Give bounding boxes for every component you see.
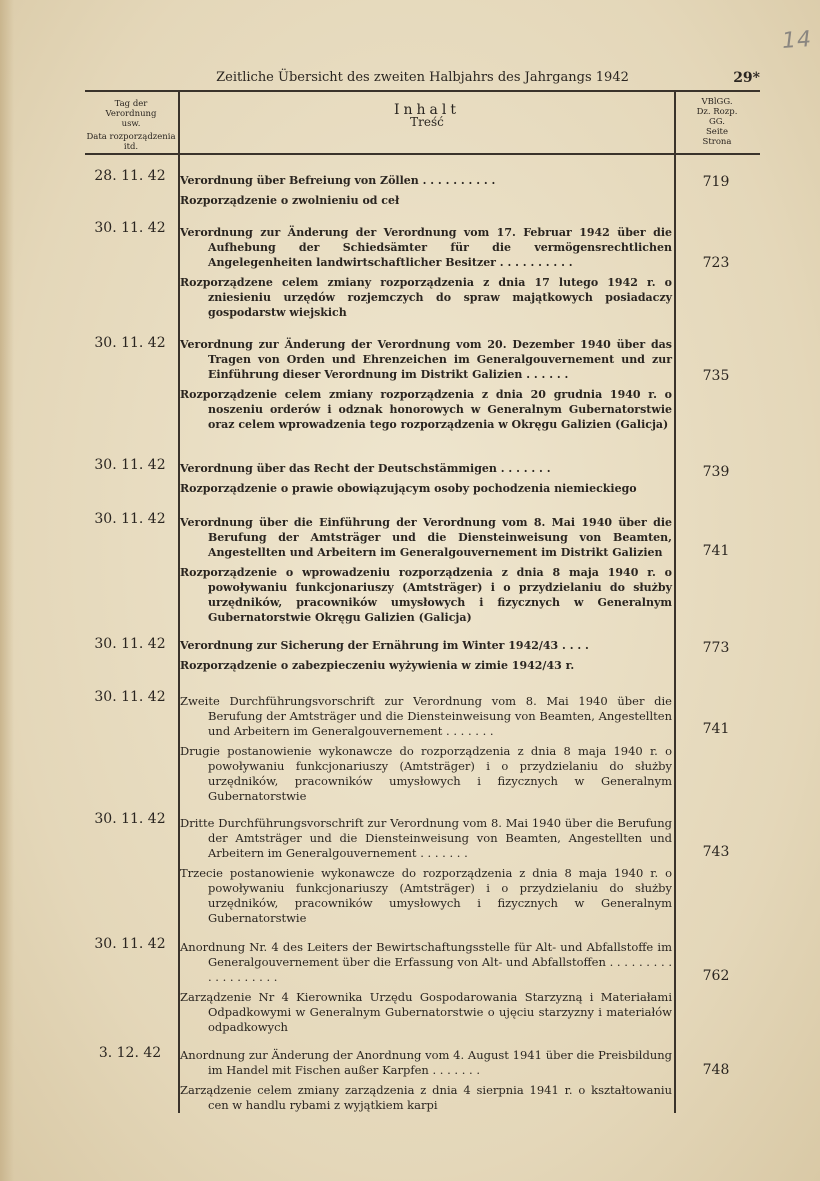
entry-title-pl: Trzecie postanowienie wykonawcze do rozporządzenia z dnia 8 maja 1940 r. o powoływaniu funkcjonariuszy (Amtsträger) i o przydzielaniu do służby urzędników, pracowników umysłowych i fizycznych w Generalnym Gubernatorstwie: [180, 866, 672, 925]
entry-title-pl: Rozporządzene celem zmiany rozporządzenia z dnia 17 lutego 1942 r. o zniesieniu urzędów rozjemczych do spraw majątkowych posiadaczy gospodarstw wiejskich: [180, 276, 672, 319]
header-bottom-rule: [85, 153, 760, 155]
content-column-heading: Inhalt Treść: [393, 102, 460, 129]
entry-text: [180, 638, 672, 678]
entry-title-de: Anordnung zur Änderung der Anordnung vom 4. August 1941 über die Preisbildung im Handel mit Fischen außer Karpfen . . . . . . .: [180, 1048, 672, 1077]
entry-text: [180, 337, 672, 437]
entry-text: [180, 694, 672, 809]
entry-date: 30. 11. 42: [94, 457, 166, 473]
paper-edge-shadow: [0, 0, 14, 1181]
entry-date: 3. 12. 42: [98, 1045, 162, 1061]
column-divider-right: [674, 91, 676, 1113]
entry-page: 735: [702, 368, 730, 384]
entry-title-pl: Rozporządzenie o wprowadzeniu rozporządzenia z dnia 8 maja 1940 r. o powoływaniu funkcjonariuszy (Amtsträger) i o przydzielaniu do służby urzędników, pracowników umysłowych i fizycznych w Generalnym Gubernatorstwie Okręgu Galizien (Galicja): [180, 566, 672, 624]
entry-date: 30. 11. 42: [94, 689, 166, 705]
entry-date: 28. 11. 42: [94, 168, 166, 184]
entry-title-pl: Rozporządzenie o zwolnieniu od ceł: [180, 194, 400, 207]
entry-title-de: Dritte Durchführungsvorschrift zur Verordnung vom 8. Mai 1940 über die Berufung der Amtsträger und die Diensteinweisung von Beamten, Angestellten und Arbeitern im Generalgouvernement . . . . . . .: [180, 816, 672, 860]
entry-page: 743: [702, 844, 730, 860]
page-column-heading: VBlGG. Dz. Rozp. GG. Seite Strona: [696, 97, 738, 147]
entry-page: 741: [702, 543, 730, 559]
entry-date: 30. 11. 42: [94, 335, 166, 351]
entry-date: 30. 11. 42: [94, 811, 166, 827]
entry-text: [180, 816, 672, 931]
running-header: [85, 70, 760, 90]
entry-text: [180, 173, 672, 213]
entry-text: [180, 515, 672, 630]
date-column-heading: Tag der Verordnung usw. Data rozporządzenia itd.: [86, 99, 176, 152]
entry-title-pl: Rozporządzenie o prawie obowiązującym osoby pochodzenia niemieckiego: [180, 482, 637, 495]
entry-title-de: Verordnung zur Sicherung der Ernährung im Winter 1942/43 . . . .: [180, 639, 589, 652]
entry-title-de: Verordnung über das Recht der Deutschstämmigen . . . . . . .: [180, 462, 551, 475]
entry-date: 30. 11. 42: [94, 511, 166, 527]
entry-title-pl: Zarządzenie Nr 4 Kierownika Urzędu Gospodarowania Starzyzną i Materiałami Odpadkowymi w Generalnym Gubernatorstwie o ujęciu starzyzny i materiałów odpadkowych: [180, 990, 672, 1034]
entry-title-de: Verordnung über Befreiung von Zöllen . . . . . . . . . .: [180, 174, 496, 187]
entry-text: [180, 225, 672, 325]
entry-page: 762: [702, 968, 730, 984]
entry-page: 739: [702, 464, 730, 480]
entry-text: [180, 940, 672, 1040]
entry-title-de: Zweite Durchführungsvorschrift zur Verordnung vom 8. Mai 1940 über die Berufung der Amtsträger und die Diensteinweisung von Beamten, Angestellten und Arbeitern im Generalgouvernement . . . . . . .: [180, 694, 672, 738]
entry-text: [180, 461, 672, 501]
entry-page: 723: [702, 255, 730, 271]
entry-page: 741: [702, 721, 730, 737]
entry-date: 30. 11. 42: [94, 220, 166, 236]
entry-title-de: Anordnung Nr. 4 des Leiters der Bewirtschaftungsstelle für Alt- und Abfallstoffe im Generalgouvernement über die Erfassung von Alt- und Abfallstoffen . . . . . . . . . . . . . . . . . . .: [180, 940, 672, 984]
entry-title-de: Verordnung zur Änderung der Verordnung vom 17. Februar 1942 über die Aufhebung der Schiedsämter für die vermögensrechtlichen Angelegenheiten landwirtschaftlicher Besitzer . . . . . . . . . .: [180, 226, 672, 269]
entry-title-pl: Drugie postanowienie wykonawcze do rozporządzenia z dnia 8 maja 1940 r. o powoływaniu funkcjonariuszy (Amtsträger) i o przydzielaniu do służby urzędników, pracowników umysłowych i fizycznych w Generalnym Gubernatorstwie: [180, 744, 672, 803]
entry-page: 719: [702, 174, 730, 190]
pencil-folio-note: 14: [781, 26, 813, 55]
running-title: Zeitliche Übersicht des zweiten Halbjahrs des Jahrgangs 1942: [216, 70, 629, 85]
entry-text: [180, 1048, 672, 1118]
entry-title-pl: Zarządzenie celem zmiany zarządzenia z dnia 4 sierpnia 1941 r. o kształtowaniu cen w handlu rybami z wyjątkiem karpi: [180, 1083, 672, 1112]
entry-date: 30. 11. 42: [94, 636, 166, 652]
entry-page: 773: [702, 640, 730, 656]
entry-title-pl: Rozporządzenie celem zmiany rozporządzenia z dnia 20 grudnia 1940 r. o noszeniu orderów i odznak honorowych w Generalnym Gubernatorstwie oraz celem wprowadzenia tego rozporządzenia w Okręgu Galizien (Galicja): [180, 388, 672, 431]
entry-title-de: Verordnung zur Änderung der Verordnung vom 20. Dezember 1940 über das Tragen von Orden und Ehrenzeichen im Generalgouvernement und zur Einführung dieser Verordnung im Distrikt Galizien . . . . . .: [180, 338, 672, 381]
header-top-rule: [85, 90, 760, 92]
entry-title-de: Verordnung über die Einführung der Verordnung vom 8. Mai 1940 über die Berufung der Amtsträger und die Diensteinweisung von Beamten, Angestellten und Arbeitern im Generalgouvernement im Distrikt Galizien: [180, 516, 672, 559]
entry-title-pl: Rozporządzenie o zabezpieczeniu wyżywienia w zimie 1942/43 r.: [180, 659, 575, 672]
entry-date: 30. 11. 42: [94, 936, 166, 952]
page-number: 29*: [733, 70, 760, 86]
entry-page: 748: [702, 1062, 730, 1078]
